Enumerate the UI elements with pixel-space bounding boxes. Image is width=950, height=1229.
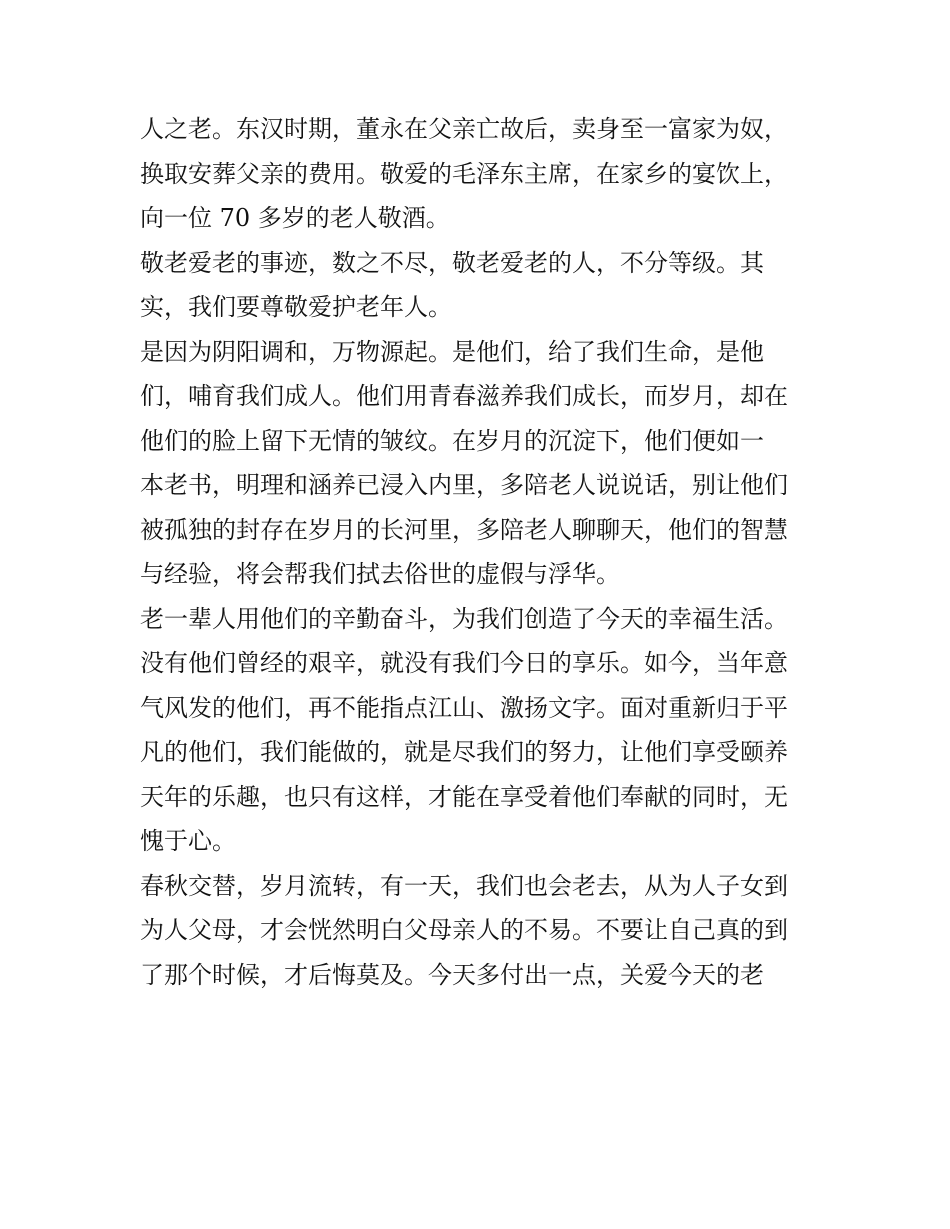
text-line: 换取安葬父亲的费用。敬爱的毛泽东主席，在家乡的宴饮上， <box>140 159 788 188</box>
text-line: 敬老爱老的事迹，数之不尽，敬老爱老的人，不分等级。其 <box>140 248 764 277</box>
text-line: 被孤独的封存在岁月的长河里，多陪老人聊聊天，他们的智慧 <box>140 515 788 544</box>
text-line: 向一位 70 多岁的老人敬酒。 <box>140 204 450 232</box>
text-line: 们，哺育我们成人。他们用青春滋养我们成长，而岁月，却在 <box>140 382 788 410</box>
body-text <box>140 107 820 997</box>
text-line: 了那个时候，才后悔莫及。今天多付出一点，关爱今天的老 <box>140 960 764 989</box>
text-line: 气风发的他们，再不能指点江山、激扬文字。面对重新归于平 <box>140 693 788 722</box>
text-line: 本老书，明理和涵养已浸入内里，多陪老人说说话，别让他们 <box>140 471 788 499</box>
text-line: 老一辈人用他们的辛勤奋斗，为我们创造了今天的幸福生活。 <box>140 604 788 633</box>
text-line: 愧于心。 <box>140 827 236 855</box>
text-line: 与经验，将会帮我们拭去俗世的虚假与浮华。 <box>140 560 620 588</box>
text-line: 为人父母，才会恍然明白父母亲人的不易。不要让自己真的到 <box>140 916 788 944</box>
text-line: 春秋交替，岁月流转，有一天，我们也会老去，从为人子女到 <box>140 871 788 900</box>
text-line: 实，我们要尊敬爱护老年人。 <box>140 293 452 321</box>
text-line: 人之老。东汉时期，董永在父亲亡故后，卖身至一富家为奴， <box>140 115 788 143</box>
text-line: 天年的乐趣，也只有这样，才能在享受着他们奉献的同时，无 <box>140 782 788 811</box>
text-line: 他们的脸上留下无情的皱纹。在岁月的沉淀下，他们便如一 <box>140 426 764 455</box>
text-line: 没有他们曾经的艰辛，就没有我们今日的享乐。如今，当年意 <box>140 649 788 677</box>
text-line: 凡的他们，我们能做的，就是尽我们的努力，让他们享受颐养 <box>140 738 788 766</box>
text-line: 是因为阴阳调和，万物源起。是他们，给了我们生命，是他 <box>140 337 764 366</box>
